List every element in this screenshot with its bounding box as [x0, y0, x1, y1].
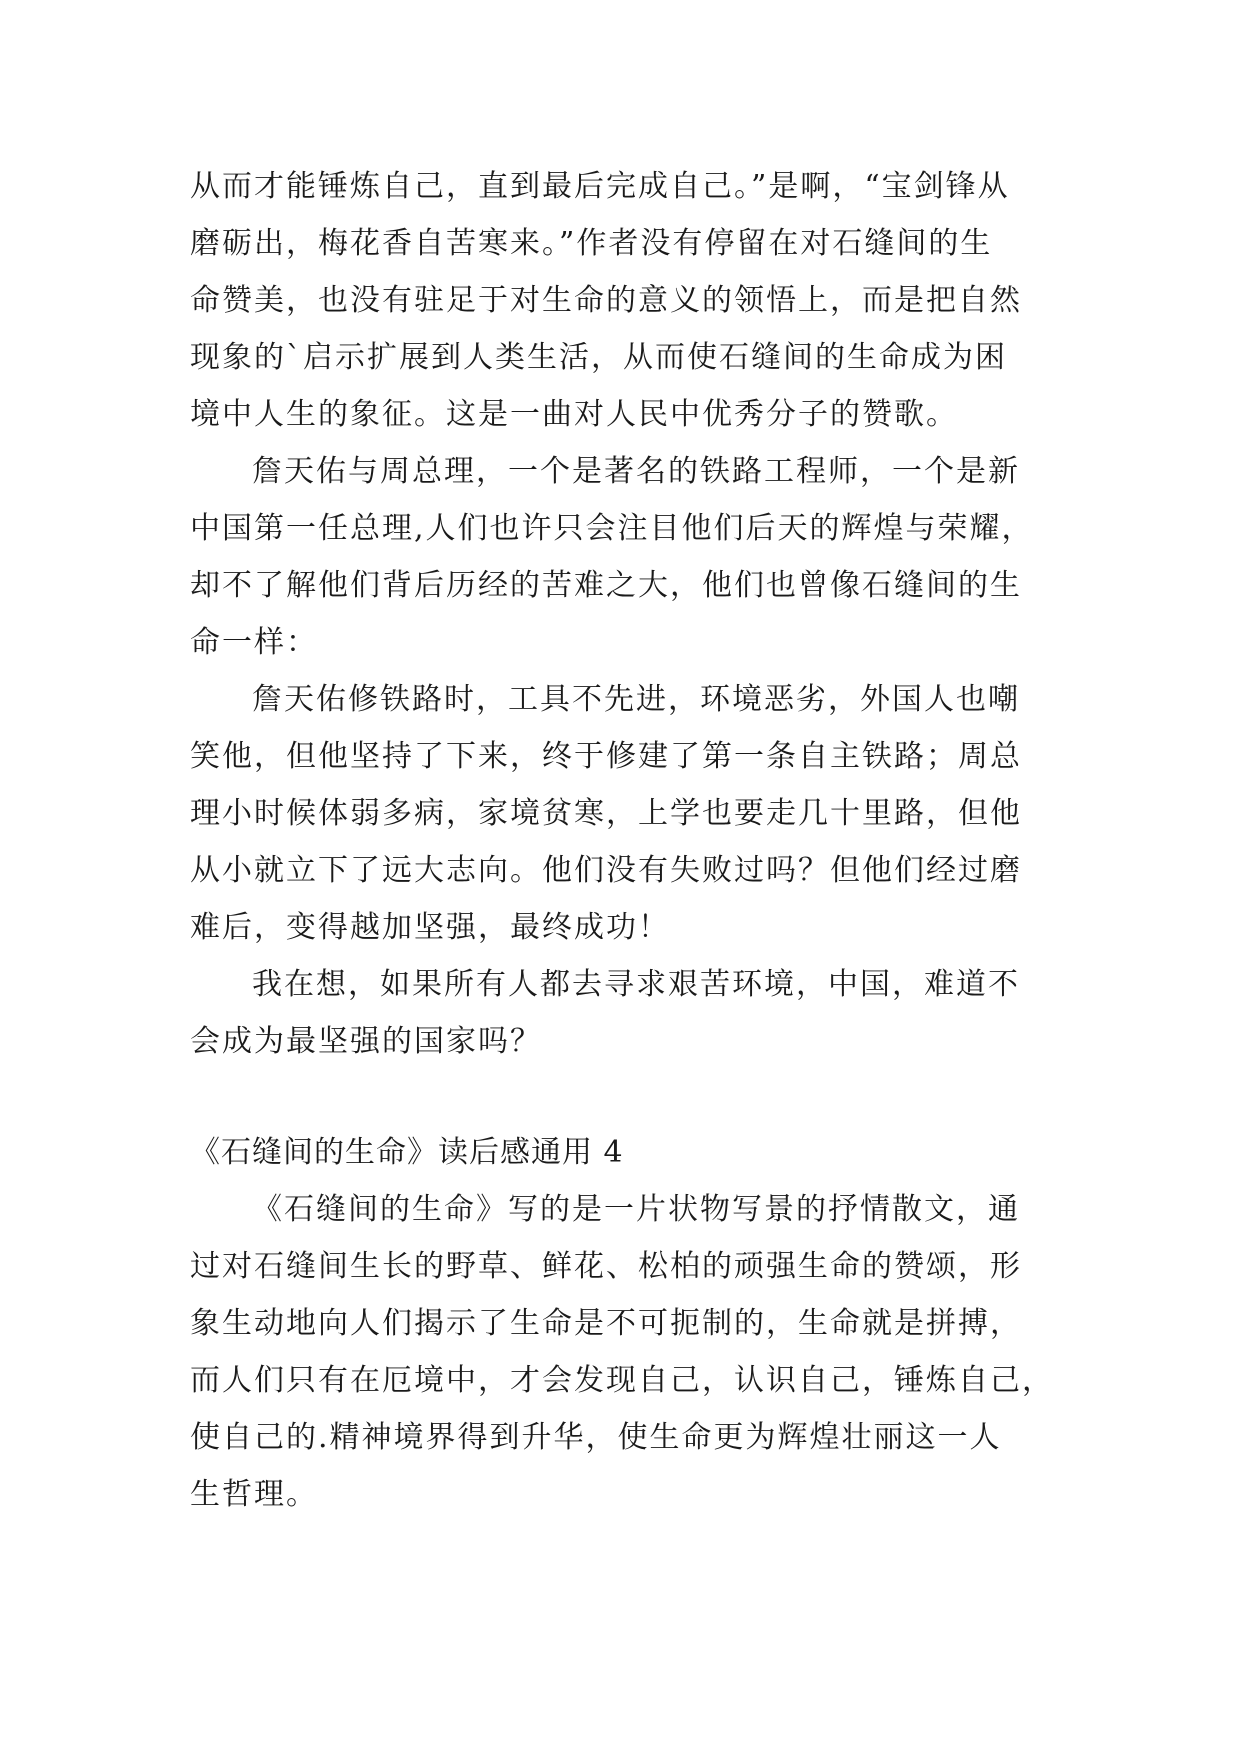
text-line: 磨砺出，梅花香自苦寒来。”作者没有停留在对石缝间的生	[190, 226, 993, 261]
document-body	[190, 158, 1054, 1523]
paragraph-4	[190, 956, 1050, 1070]
section-heading: 《石缝间的生命》读后感通用 4	[190, 1135, 624, 1170]
text-line: 却不了解他们背后历经的苦难之大，他们也曾像石缝间的生	[190, 568, 1022, 603]
text-line: 詹天佑与周总理，一个是著名的铁路工程师，一个是新	[252, 454, 1020, 489]
text-line: 生哲理。	[190, 1477, 318, 1512]
text-line: 笑他，但他坚持了下来，终于修建了第一条自主铁路；周总	[190, 739, 1022, 774]
paragraph-3	[190, 671, 1050, 956]
text-line: 现象的`启示扩展到人类生活，从而使石缝间的生命成为困	[190, 340, 1007, 375]
text-line: 使自己的.精神境界得到升华，使生命更为辉煌壮丽这一人	[190, 1420, 1002, 1455]
text-line: 过对石缝间生长的野草、鲜花、松柏的顽强生命的赞颂，形	[190, 1249, 1022, 1284]
text-line: 难后，变得越加坚强，最终成功！	[190, 910, 670, 945]
text-line: 詹天佑修铁路时，工具不先进，环境恶劣，外国人也嘲	[252, 682, 1020, 717]
text-line: 命赞美，也没有驻足于对生命的意义的领悟上，而是把自然	[190, 283, 1022, 318]
text-line: 理小时候体弱多病，家境贫寒，上学也要走几十里路，但他	[190, 796, 1022, 831]
text-line: 从而才能锤炼自己，直到最后完成自己。”是啊，“宝剑锋从	[190, 169, 1010, 204]
paragraph-2	[190, 443, 1050, 671]
section-spacer	[190, 1070, 1050, 1124]
paragraph-1	[190, 158, 1050, 443]
text-line: 我在想，如果所有人都去寻求艰苦环境，中国，难道不	[252, 967, 1020, 1002]
text-line: 《石缝间的生命》写的是一片状物写景的抒情散文，通	[252, 1192, 1020, 1227]
text-line: 会成为最坚强的国家吗？	[190, 1024, 542, 1059]
text-line: 命一样：	[190, 625, 318, 660]
text-line: 境中人生的象征。这是一曲对人民中优秀分子的赞歌。	[190, 397, 958, 432]
paragraph-5	[190, 1181, 1054, 1523]
text-line: 中国第一任总理,人们也许只会注目他们后天的辉煌与荣耀，	[190, 511, 1034, 546]
text-line: 而人们只有在厄境中，才会发现自己，认识自己，锤炼自己，	[190, 1363, 1054, 1398]
text-line: 象生动地向人们揭示了生命是不可扼制的，生命就是拼搏，	[190, 1306, 1022, 1341]
text-line: 从小就立下了远大志向。他们没有失败过吗？但他们经过磨	[190, 853, 1022, 888]
